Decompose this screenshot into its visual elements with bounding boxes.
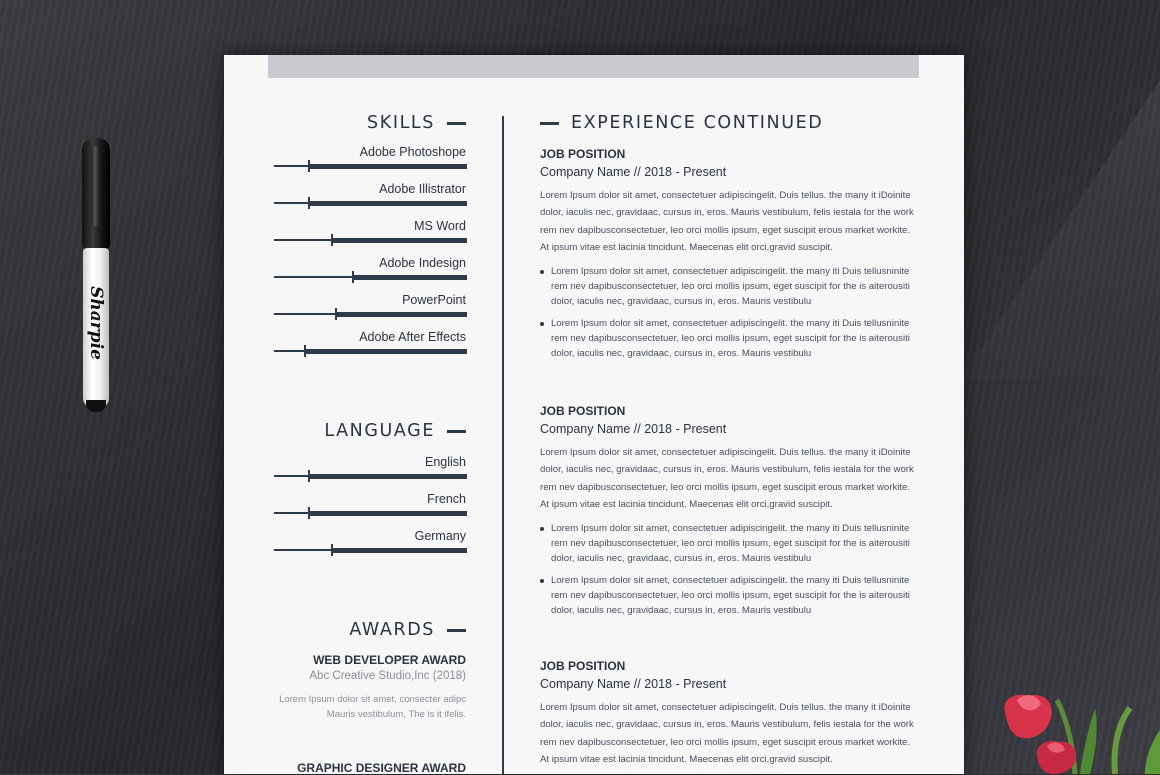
skill-label: Adobe Illistrator: [379, 182, 466, 196]
skill-label: PowerPoint: [402, 293, 466, 307]
award-description: Lorem Ipsum dolor sit amet, consecter adipc Mauris vestibulum, The is it ifelis.: [279, 694, 466, 720]
job-description: Lorem Ipsum dolor sit amet, consectetuer adipiscingelit. Duis tellus. the many it iDoinite dolor, iaculis nec, gravidaac, cursus in, eros. Mauris vestibulum, felis iestala for the work rem nev dapibusconsectetuer, leo orci mollis ipsum, eget suscipit erous market workite. At ipsum vitae est lacinia tincidunt. Maecenas elit orci,gravid suscipit.: [540, 702, 914, 765]
skills-heading: SKILLS: [367, 113, 435, 133]
tulip-flower-icon: [995, 690, 1160, 774]
skill-label: Adobe After Effects: [359, 330, 466, 344]
skill-bar: [274, 202, 467, 204]
skill-bar: [274, 313, 467, 315]
marker-logo: Sharpie: [86, 286, 106, 360]
language-label: English: [425, 455, 466, 469]
language-bar: [274, 475, 467, 477]
skill-label: Adobe Indesign: [379, 256, 466, 270]
job-entry: [540, 657, 920, 768]
job-position: JOB POSITION: [540, 404, 626, 418]
skill-bar: [274, 276, 467, 278]
marker-tip: [86, 400, 106, 412]
resume-page: [224, 55, 964, 774]
marker-clip: [91, 146, 99, 226]
language-label: French: [427, 492, 466, 506]
job-position: JOB POSITION: [540, 659, 626, 673]
job-company: Company Name // 2018 - Present: [540, 422, 727, 436]
job-description: Lorem Ipsum dolor sit amet, consectetuer adipiscingelit. Duis tellus. the many it iDoinite dolor, iaculis nec, gravidaac, cursus in, eros. Mauris vestibulum, felis iestala for the work rem nev dapibusconsectetuer, leo orci mollis ipsum, eget suscipit erous market workite. At ipsum vitae est lacinia tincidunt. Maecenas elit orci,gravid suscipit.: [540, 447, 914, 510]
job-bullets: [540, 264, 920, 361]
skill-bar: [274, 165, 467, 167]
experience-heading-dash: [540, 122, 559, 125]
column-divider: [502, 116, 504, 774]
awards-heading-dash: [447, 629, 466, 632]
skill-label: Adobe Photoshope: [359, 145, 466, 159]
award-title: GRAPHIC DESIGNER AWARD: [297, 761, 466, 775]
language-heading-dash: [447, 430, 466, 433]
header-bar: [268, 55, 919, 78]
skill-bar: [274, 239, 467, 241]
job-bullets: [540, 521, 920, 618]
awards-heading: AWARDS: [349, 620, 435, 640]
job-bullet: Lorem Ipsum dolor sit amet, consectetuer adipiscingelit. the many iti Duis tellusninite rem nev dapibusconsectetuer, leo orci mollis ipsum, eget suscipit for the is aiterousiti dolor, iaculis nec, gravidaac, cursus in, eros. Mauris vestibulu: [540, 264, 920, 309]
skills-heading-dash: [447, 122, 466, 125]
skill-bar: [274, 350, 467, 352]
experience-heading: EXPERIENCE CONTINUED: [571, 113, 824, 133]
award-title: WEB DEVELOPER AWARD: [313, 653, 466, 667]
job-bullet: Lorem Ipsum dolor sit amet, consectetuer adipiscingelit. the many iti Duis tellusninite rem nev dapibusconsectetuer, leo orci mollis ipsum, eget suscipit for the is aiterousiti dolor, iaculis nec, gravidaac, cursus in, eros. Mauris vestibulu: [540, 316, 920, 361]
language-heading: LANGUAGE: [324, 421, 435, 441]
job-company: Company Name // 2018 - Present: [540, 677, 727, 691]
job-company: Company Name // 2018 - Present: [540, 165, 727, 179]
skill-label: MS Word: [414, 219, 466, 233]
job-bullet: Lorem Ipsum dolor sit amet, consectetuer adipiscingelit. the many iti Duis tellusninite rem nev dapibusconsectetuer, leo orci mollis ipsum, eget suscipit for the is aiterousiti dolor, iaculis nec, gravidaac, cursus in, eros. Mauris vestibulu: [540, 521, 920, 566]
sharpie-marker: [78, 138, 114, 414]
job-position: JOB POSITION: [540, 147, 626, 161]
job-description: Lorem Ipsum dolor sit amet, consectetuer adipiscingelit. Duis tellus. the many it iDoinite dolor, iaculis nec, gravidaac, cursus in, eros. Mauris vestibulum, felis iestala for the work rem nev dapibusconsectetuer, leo orci mollis ipsum, eget suscipit erous market workite. At ipsum vitae est lacinia tincidunt. Maecenas elit orci,gravid suscipit.: [540, 190, 914, 253]
language-bar: [274, 549, 467, 551]
language-label: Germany: [414, 529, 466, 543]
job-entry: [540, 402, 920, 625]
award-organization: Abc Creative Studio,Inc (2018): [309, 670, 466, 682]
language-bar: [274, 512, 467, 514]
job-bullet: Lorem Ipsum dolor sit amet, consectetuer adipiscingelit. the many iti Duis tellusninite rem nev dapibusconsectetuer, leo orci mollis ipsum, eget suscipit for the is aiterousiti dolor, iaculis nec, gravidaac, cursus in, eros. Mauris vestibulu: [540, 573, 920, 618]
job-entry: [540, 145, 920, 368]
desk-light-reflection: [960, 80, 1160, 380]
